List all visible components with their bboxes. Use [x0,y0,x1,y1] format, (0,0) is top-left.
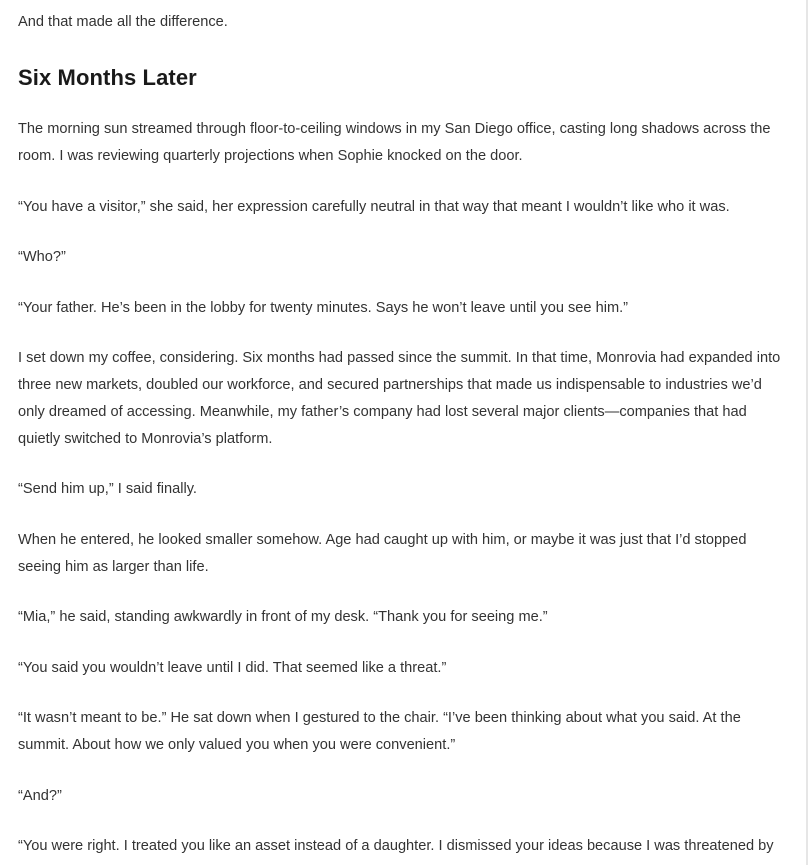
paragraph: “Your father. He’s been in the lobby for twenty minutes. Says he won’t leave until you see him.” [18,300,629,316]
paragraph: “You have a visitor,” she said, her expression carefully neutral in that way that meant I wouldn’t like who it was. [18,199,730,215]
paragraph: “And?” [18,788,62,804]
paragraph: I set down my coffee, considering. Six months had passed since the summit. In that time, Monrovia had expanded into three new markets, doubled our workforce, and secured partnerships that made us indispensable to industries we’d only dreamed of accessing. Meanwhile, my father’s company had lost several major clients—companies that had quietly switched to Monrovia’s platform. [18,350,781,447]
paragraph: The morning sun streamed through floor-to-ceiling windows in my San Diego office, casting long shadows across the room. I was reviewing quarterly projections when Sophie knocked on the door. [18,121,771,164]
paragraph: “Who?” [18,249,66,265]
paragraph: “You were right. I treated you like an asset instead of a daughter. I dismissed your ideas because I was threatened by [18,838,774,854]
intro-line: And that made all the difference. [18,14,228,30]
section-heading: Six Months Later [18,65,197,90]
paragraph: “It wasn’t meant to be.” He sat down when I gestured to the chair. “I’ve been thinking about what you said. At the summit. About how we only valued you when you were convenient.” [18,710,741,753]
paragraph: “You said you wouldn’t leave until I did. That seemed like a threat.” [18,660,447,676]
paragraph: “Send him up,” I said finally. [18,481,197,497]
paragraph: When he entered, he looked smaller somehow. Age had caught up with him, or maybe it was just that I’d stopped seeing him as larger than life. [18,532,747,575]
paragraph: “Mia,” he said, standing awkwardly in front of my desk. “Thank you for seeing me.” [18,609,548,625]
